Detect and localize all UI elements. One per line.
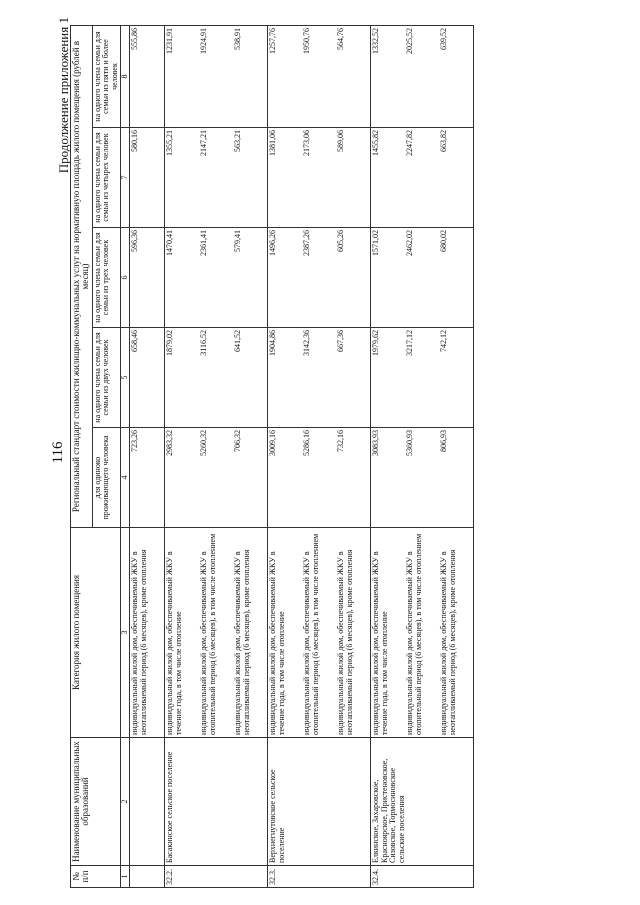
value: 1924,91 — [199, 27, 209, 54]
category-text: индивидуальный жилой дом, обеспечиваемый ЖКУ в неотапливаемый период (6 месяцев), кроме отопления — [336, 549, 354, 735]
value: 2173,06 — [302, 130, 312, 156]
value: 3116,52 — [199, 330, 209, 356]
value: 1470,41 — [165, 230, 175, 256]
value: 706,32 — [233, 430, 243, 452]
value: 1381,06 — [268, 130, 278, 156]
category-cell — [130, 528, 165, 738]
value: 555,86 — [130, 27, 140, 50]
col-num: 3 — [121, 528, 130, 738]
value: 596,36 — [130, 230, 140, 252]
value: 658,46 — [130, 330, 140, 352]
value-cell — [130, 328, 165, 428]
value: 1257,76 — [268, 27, 278, 54]
value-cell — [130, 128, 165, 228]
table-row — [130, 25, 165, 887]
value: 667,36 — [336, 330, 346, 352]
col-num: 4 — [121, 428, 130, 528]
col-num: 5 — [121, 328, 130, 428]
municipality-name: Елкинское, Захаровское, Красноярское, Пристеновское, Сизовское, Тормосиновское сельские поселения — [371, 738, 474, 866]
value: 2983,32 — [165, 430, 175, 456]
value: 2361,41 — [199, 230, 209, 256]
value: 1332,52 — [371, 27, 381, 54]
value: 1455,82 — [371, 130, 381, 156]
value: 5260,32 — [199, 430, 209, 456]
table-row — [165, 25, 268, 887]
value: 579,41 — [233, 230, 243, 252]
category-text: индивидуальный жилой дом, обеспечиваемый ЖКУ в отопительный период (6 месяцев), в том числе отоплением — [405, 533, 423, 735]
value: 563,21 — [233, 130, 243, 152]
value: 538,91 — [233, 27, 243, 50]
category-text: индивидуальный жилой дом, обеспечиваемый ЖКУ в течение года, в том числе отопление — [268, 551, 286, 735]
value: 1879,02 — [165, 330, 175, 356]
category-cell — [268, 528, 371, 738]
table-row — [268, 25, 371, 887]
value-cell — [371, 25, 474, 127]
header-sub-3: на одного члена семьи для семьи из трех человек — [92, 228, 120, 328]
value: 1979,62 — [371, 330, 381, 356]
value-cell — [165, 128, 268, 228]
table-row — [371, 25, 474, 887]
header-sub-1: для одиноко проживающего человека — [92, 428, 120, 528]
municipality-name — [130, 738, 165, 866]
col-num: 7 — [121, 128, 130, 228]
value-cell — [130, 428, 165, 528]
value-cell — [268, 428, 371, 528]
row-number: 32.2. — [165, 866, 268, 888]
value: 1231,91 — [165, 27, 175, 54]
page-number: 116 — [50, 441, 66, 464]
header-name: Наименование муниципальных образований — [71, 738, 121, 866]
category-text: индивидуальный жилой дом, обеспечиваемый ЖКУ в неотапливаемый период (6 месяцев), кроме отопления — [130, 549, 148, 735]
municipality-name: Верхнегнутовское сельское поселение — [268, 738, 371, 866]
value-cell — [165, 328, 268, 428]
value: 589,06 — [336, 130, 346, 152]
value: 732,16 — [336, 430, 346, 452]
value: 580,16 — [130, 130, 140, 152]
value: 723,26 — [130, 430, 140, 452]
category-cell — [371, 528, 474, 738]
category-text: индивидуальный жилой дом, обеспечиваемый ЖКУ в течение года, в том числе отопление — [371, 551, 389, 735]
header-category: Категория жилого помещения — [71, 528, 121, 738]
header-standard: Региональный стандарт стоимости жилищно-коммунальных услуг на нормативную площадь жилого помещения (рублей в месяц) — [71, 25, 93, 527]
appendix-caption: Продолжение приложения 1 — [56, 17, 71, 174]
value: 2247,82 — [405, 130, 415, 156]
value: 663,82 — [439, 130, 449, 152]
category-text: индивидуальный жилой дом, обеспечиваемый ЖКУ в неотапливаемый период (6 месяцев), кроме отопления — [233, 549, 251, 735]
category-text: индивидуальный жилой дом, обеспечиваемый ЖКУ в течение года, в том числе отопление — [165, 551, 183, 735]
value: 2025,52 — [405, 27, 415, 54]
value-cell — [165, 228, 268, 328]
value: 1904,86 — [268, 330, 278, 356]
value: 1355,21 — [165, 130, 175, 156]
value: 2387,26 — [302, 230, 312, 256]
value-cell — [165, 25, 268, 127]
value: 564,76 — [336, 27, 346, 50]
value-cell — [268, 25, 371, 127]
row-number: 32.3. — [268, 866, 371, 888]
value-cell — [268, 128, 371, 228]
standards-table — [70, 25, 474, 888]
value-cell — [371, 428, 474, 528]
header-sub-4: на одного члена семьи для семьи из четырех человек — [92, 128, 120, 228]
value: 1950,76 — [302, 27, 312, 54]
header-sub-2: на одного члена семьи для семьи из двух человек — [92, 328, 120, 428]
category-cell — [165, 528, 268, 738]
category-text: индивидуальный жилой дом, обеспечиваемый ЖКУ в отопительный период (6 месяцев), в том числе отоплением — [302, 533, 320, 735]
col-num: 8 — [121, 25, 130, 127]
value: 3142,36 — [302, 330, 312, 356]
value: 1571,02 — [371, 230, 381, 256]
header-sub-5: на одного члена семьи для семьи из пяти и более человек — [92, 25, 120, 127]
row-number: 32.4. — [371, 866, 474, 888]
value-cell — [130, 25, 165, 127]
value: 639,52 — [439, 27, 449, 50]
value-cell — [371, 228, 474, 328]
col-num: 2 — [121, 738, 130, 866]
col-num: 1 — [121, 866, 130, 888]
value-cell — [268, 328, 371, 428]
value: 3009,16 — [268, 430, 278, 456]
value: 2147,21 — [199, 130, 209, 156]
value-cell — [371, 128, 474, 228]
value: 806,93 — [439, 430, 449, 452]
value-cell — [130, 228, 165, 328]
value: 605,26 — [336, 230, 346, 252]
value: 641,52 — [233, 330, 243, 352]
value: 742,12 — [439, 330, 449, 352]
header-no: № п/п — [71, 866, 121, 888]
value: 680,02 — [439, 230, 449, 252]
value: 5360,93 — [405, 430, 415, 456]
value: 3083,93 — [371, 430, 381, 456]
value: 1496,26 — [268, 230, 278, 256]
category-text: индивидуальный жилой дом, обеспечиваемый ЖКУ в неотапливаемый период (6 месяцев), кроме отопления — [439, 549, 457, 735]
value-cell — [268, 228, 371, 328]
row-number — [130, 866, 165, 888]
value: 3217,12 — [405, 330, 415, 356]
value: 5286,16 — [302, 430, 312, 456]
value-cell — [371, 328, 474, 428]
col-num: 6 — [121, 228, 130, 328]
category-text: индивидуальный жилой дом, обеспечиваемый ЖКУ в отопительный период (6 месяцев), в том числе отоплением — [199, 533, 217, 735]
value-cell — [165, 428, 268, 528]
value: 2462,02 — [405, 230, 415, 256]
municipality-name: Басакинское сельское поселение — [165, 738, 268, 866]
